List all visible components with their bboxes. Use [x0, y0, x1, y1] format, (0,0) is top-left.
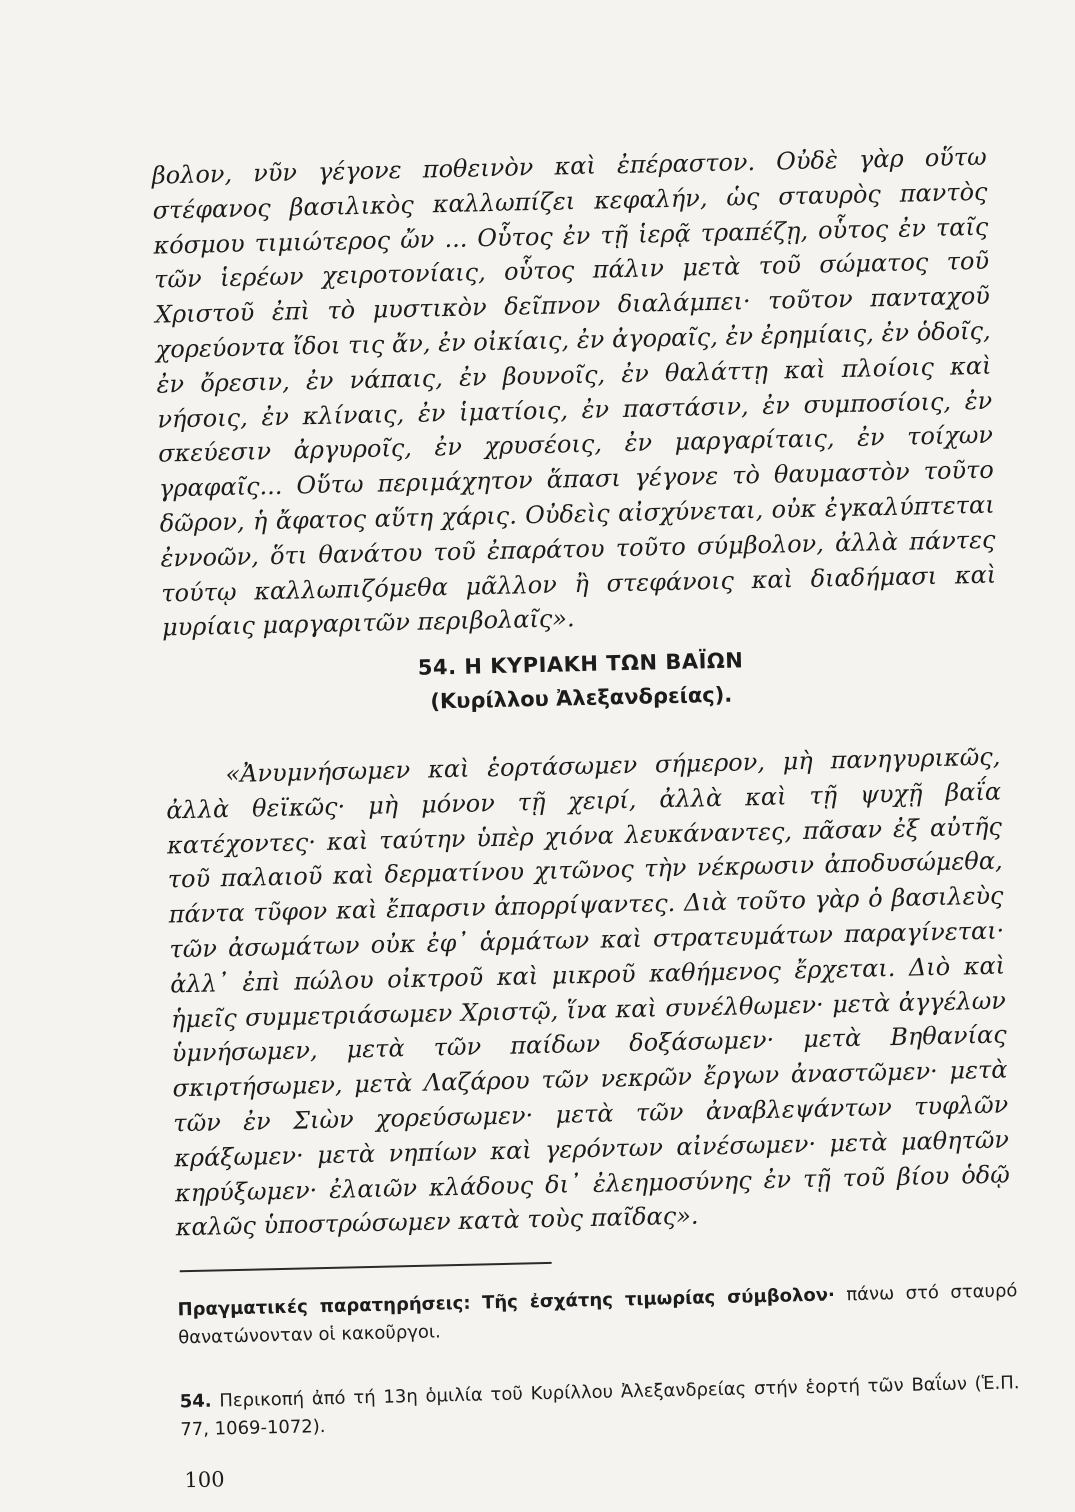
footnote-term: Τῆς ἐσχάτης τιμωρίας σύμβολον· — [481, 1284, 836, 1314]
greek-text-paragraph: βολον, νῦν γέγονε ποθεινὸν καὶ ἐπέραστον. Οὐδὲ γὰρ οὕτω στέφανος βασιλικὸς καλλωπίζει κεφαλήν, ὡς σταυρὸς παντὸς κόσμου τιμιώτερος ὤν ... Οὗτος ἐν τῇ ἱερᾷ τραπέζῃ, οὗτος ἐν ταῖς τῶν ἱερέων χειροτονίαις, οὗτος πάλιν μετὰ τοῦ σώματος τοῦ Χριστοῦ ἐπὶ τὸ μυστικὸν δεῖπνον διαλάμπει· τοῦτον πανταχοῦ χορεύοντα ἴδοι τις ἄν, ἐν οἰκίαις, ἐν ἀγοραῖς, ἐν ἐρημίαις, ἐν ὁδοῖς, ἐν ὄρεσιν, ἐν νάπαις, ἐν βουνοῖς, ἐν θαλάττῃ καὶ πλοίοις καὶ νήσοις, ἐν κλίναις, ἐν ἱματίοις, ἐν παστάσιν, ἐν συμποσίοις, ἐν σκεύεσιν ἀργυροῖς, ἐν χρυσέοις, ἐν μαργαρίταις, ἐν τοίχων γραφαῖς... Οὕτω περιμάχητον ἅπασι γέγονε τὸ θαυμαστὸν τοῦτο δῶρον, ἡ ἄφατος αὕτη χάρις. Οὐδεὶς αἰσχύνεται, οὐκ ἐγκαλύπτεται ἐννοῶν, ὅτι θανάτου τοῦ ἐπαράτου τοῦτο σύμβολον, ἀλλὰ πάντες τούτῳ καλλωπιζόμεθα μᾶλλον ἢ στεφάνοις καὶ διαδήμασι καὶ μυρίαις μαργαριτῶν περιβολαῖς». — [151, 142, 997, 642]
page-number: 100 — [184, 1467, 225, 1493]
greek-text-paragraph: «Ἀνυμνήσωμεν καὶ ἑορτάσωμεν σήμερον, μὴ πανηγυρικῶς, ἀλλὰ θεϊκῶς· μὴ μόνον τῇ χειρί, ἀλλὰ καὶ τῇ ψυχῇ βαΐα κατέχοντες· καὶ ταύτην ὑπὲρ χιόνα λευκάναντες, πᾶσαν ἐξ αὐτῆς τοῦ παλαιοῦ καὶ δερματίνου χιτῶνος τὴν νέκρωσιν ἀποδυσώμεθα, πάντα τῦφον καὶ ἔπαρσιν ἀπορρίψαντες. Διὰ τοῦτο γὰρ ὁ βασιλεὺς τῶν ἀσωμάτων οὐκ ἐφ᾿ ἁρμάτων καὶ στρατευμάτων παραγίνεται· ἀλλ᾿ ἐπὶ πώλου οἰκτροῦ καὶ μικροῦ καθήμενος ἔρχεται. Διὸ καὶ ἡμεῖς συμμετριάσωμεν Χριστῷ, ἵνα καὶ συνέλθωμεν· μετὰ ἀγγέλων ὑμνήσωμεν, μετὰ τῶν παίδων δοξάσωμεν· μετὰ Βηθανίας σκιρτήσωμεν, μετὰ Λαζάρου τῶν νεκρῶν ἔργων ἀναστῶμεν· μετὰ τῶν ἐν Σιὼν χορεύσωμεν· μετὰ τῶν ἀναβλεψάντων τυφλῶν κράξωμεν· μετὰ νηπίων καὶ γερόντων αἰνέσωμεν· μετὰ μαθητῶν κηρύξωμεν· ἐλαιῶν κλάδους δι᾿ ἐλεημοσύνης ἐν τῇ τοῦ βίου ὁδῷ καλῶς ὑποστρώσωμεν κατὰ τοὺς παῖδας». — [165, 742, 1011, 1242]
footnote-label: 54. — [179, 1390, 212, 1413]
section-subtitle: (Κυρίλλου Ἀλεξανδρείας). — [430, 682, 733, 714]
footnote — [177, 1277, 1018, 1352]
footnote-text: πάνω στό σταυρό θανατώνονταν οἱ κακοῦργοι. — [178, 1280, 1018, 1349]
footnote-label: Πραγματικές παρατηρήσεις: — [177, 1292, 471, 1321]
footnote — [179, 1369, 1020, 1444]
section-title: 54. Η ΚΥΡΙΑΚΗ ΤΩΝ ΒΑΪΩΝ — [417, 648, 744, 680]
footnote-divider — [180, 1262, 552, 1272]
footnote-text: Περικοπή ἀπό τή 13η ὁμιλία τοῦ Κυρίλλου Ἀλεξανδρείας στήν ἑορτή τῶν Βαΐων (Ἑ.Π. 77, 1069-1072). — [180, 1372, 1020, 1441]
